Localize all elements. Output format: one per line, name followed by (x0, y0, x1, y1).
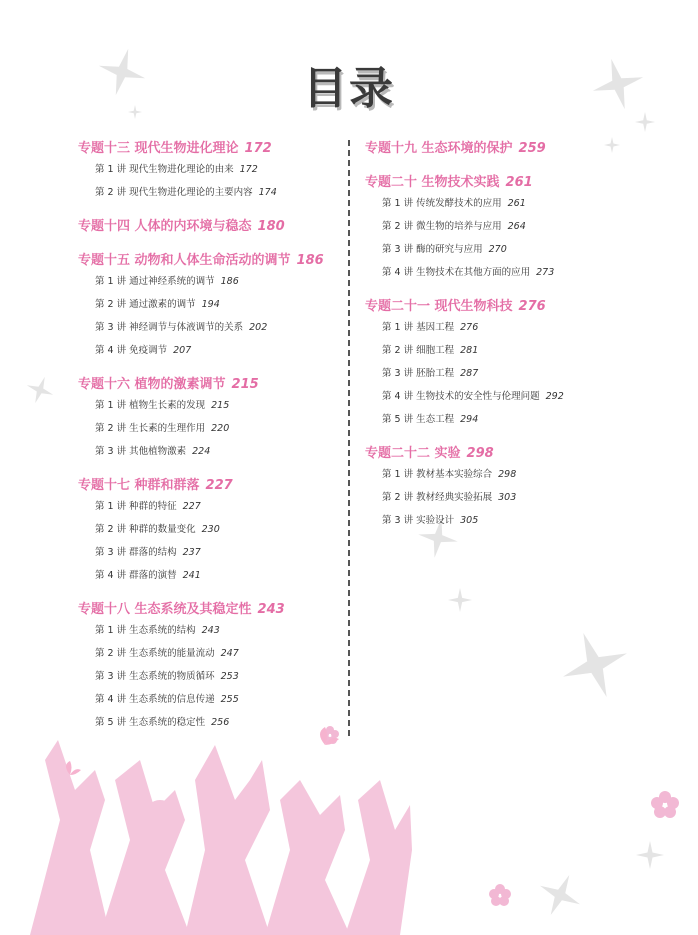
section-title[interactable]: 专题十七 种群和群落 227 (78, 478, 233, 493)
lecture-entry[interactable]: 第 4 讲 生态系统的信息传递 255 (95, 694, 239, 705)
lecture-entry[interactable]: 第 4 讲 群落的演替 241 (95, 570, 201, 581)
lecture-page: 202 (249, 322, 268, 333)
sparkle-icon (22, 372, 58, 408)
section-page: 243 (257, 602, 285, 617)
toc-left-column (78, 140, 348, 734)
lecture-page: 255 (220, 694, 239, 705)
lecture-page: 287 (460, 368, 479, 379)
lecture-page: 294 (460, 414, 479, 425)
lecture-entry[interactable]: 第 2 讲 微生物的培养与应用 264 (382, 221, 526, 232)
section-title[interactable]: 专题十八 生态系统及其稳定性 243 (78, 602, 285, 617)
section-title[interactable]: 专题十九 生态环境的保护 259 (365, 141, 546, 156)
lecture-page: 303 (498, 492, 517, 503)
column-divider (348, 140, 350, 736)
lecture-entry[interactable]: 第 3 讲 胚胎工程 287 (382, 368, 479, 379)
section-title[interactable]: 专题十六 植物的激素调节 215 (78, 377, 259, 392)
lecture-page: 207 (173, 345, 192, 356)
lecture-page: 276 (460, 322, 479, 333)
toc-section (78, 601, 348, 734)
lecture-page: 224 (192, 446, 211, 457)
section-page: 180 (257, 219, 285, 234)
lecture-entry[interactable]: 第 4 讲 生物技术的安全性与伦理问题 292 (382, 391, 564, 402)
section-page: 186 (296, 253, 324, 268)
toc-section (365, 445, 665, 532)
lecture-page: 298 (498, 469, 517, 480)
lecture-page: 227 (182, 501, 201, 512)
lecture-entry[interactable]: 第 2 讲 细胞工程 281 (382, 345, 479, 356)
lecture-page: 237 (182, 547, 201, 558)
lecture-entry[interactable]: 第 1 讲 生态系统的结构 243 (95, 625, 220, 636)
lecture-entry[interactable]: 第 2 讲 生态系统的能量流动 247 (95, 648, 239, 659)
lecture-page: 261 (507, 198, 526, 209)
lecture-page: 281 (460, 345, 479, 356)
lecture-entry[interactable]: 第 1 讲 通过神经系统的调节 186 (95, 276, 239, 287)
toc-section (78, 252, 348, 362)
lecture-page: 247 (220, 648, 239, 659)
lecture-entry[interactable]: 第 3 讲 酶的研究与应用 270 (382, 244, 507, 255)
lecture-entry[interactable]: 第 1 讲 现代生物进化理论的由来 172 (95, 164, 258, 175)
sparkle-icon (448, 588, 472, 612)
lecture-page: 172 (239, 164, 258, 175)
toc-right-column (365, 140, 665, 532)
section-page: 298 (466, 446, 494, 461)
section-title[interactable]: 专题二十二 实验 298 (365, 446, 494, 461)
toc-section (78, 140, 348, 204)
lecture-page: 253 (220, 671, 239, 682)
lecture-entry[interactable]: 第 1 讲 植物生长素的发现 215 (95, 400, 230, 411)
toc-section (365, 174, 665, 284)
lecture-entry[interactable]: 第 2 讲 通过激素的调节 194 (95, 299, 220, 310)
lecture-entry[interactable]: 第 1 讲 种群的特征 227 (95, 501, 201, 512)
section-title[interactable]: 专题十四 人体的内环境与稳态 180 (78, 219, 285, 234)
lecture-entry[interactable]: 第 1 讲 教材基本实验综合 298 (382, 469, 517, 480)
lecture-page: 194 (201, 299, 220, 310)
flower-icon (489, 884, 511, 906)
sparkle-icon (636, 841, 664, 869)
lecture-page: 241 (182, 570, 201, 581)
toc-section (365, 298, 665, 431)
lecture-entry[interactable]: 第 2 讲 教材经典实验拓展 303 (382, 492, 517, 503)
toc-section (78, 477, 348, 587)
section-title[interactable]: 专题十三 现代生物进化理论 172 (78, 141, 272, 156)
section-page: 261 (505, 175, 533, 190)
lecture-entry[interactable]: 第 2 讲 现代生物进化理论的主要内容 174 (95, 187, 277, 198)
section-page: 172 (244, 141, 272, 156)
lecture-entry[interactable]: 第 3 讲 其他植物激素 224 (95, 446, 211, 457)
lecture-page: 292 (545, 391, 564, 402)
page-title: 目录 (303, 63, 395, 114)
lecture-entry[interactable]: 第 2 讲 种群的数量变化 230 (95, 524, 220, 535)
lecture-entry[interactable]: 第 5 讲 生态系统的稳定性 256 (95, 717, 230, 728)
lecture-page: 270 (488, 244, 507, 255)
sparkle-icon (551, 621, 638, 708)
section-title[interactable]: 专题十五 动物和人体生命活动的调节 186 (78, 253, 324, 268)
lecture-page: 220 (211, 423, 230, 434)
toc-section (365, 140, 665, 158)
lecture-entry[interactable]: 第 4 讲 生物技术在其他方面的应用 273 (382, 267, 555, 278)
lecture-page: 243 (201, 625, 220, 636)
toc-section (78, 218, 348, 236)
section-page: 215 (231, 377, 259, 392)
lecture-entry[interactable]: 第 4 讲 免疫调节 207 (95, 345, 192, 356)
lecture-page: 264 (507, 221, 526, 232)
lecture-page: 186 (220, 276, 239, 287)
section-title[interactable]: 专题二十一 现代生物科技 276 (365, 299, 546, 314)
lecture-entry[interactable]: 第 3 讲 神经调节与体液调节的关系 202 (95, 322, 268, 333)
lecture-entry[interactable]: 第 2 讲 生长素的生理作用 220 (95, 423, 230, 434)
sparkle-icon (531, 866, 589, 924)
lecture-page: 215 (211, 400, 230, 411)
section-page: 259 (518, 141, 546, 156)
lecture-page: 174 (258, 187, 277, 198)
flower-icon (651, 791, 679, 818)
lecture-entry[interactable]: 第 1 讲 传统发酵技术的应用 261 (382, 198, 526, 209)
section-title[interactable]: 专题二十 生物技术实践 261 (365, 175, 533, 190)
lecture-entry[interactable]: 第 3 讲 群落的结构 237 (95, 547, 201, 558)
lecture-entry[interactable]: 第 3 讲 生态系统的物质循环 253 (95, 671, 239, 682)
lecture-page: 305 (460, 515, 479, 526)
section-page: 227 (205, 478, 233, 493)
section-page: 276 (518, 299, 546, 314)
lecture-entry[interactable]: 第 1 讲 基因工程 276 (382, 322, 479, 333)
lecture-entry[interactable]: 第 3 讲 实验设计 305 (382, 515, 479, 526)
toc-section (78, 376, 348, 463)
lecture-page: 256 (211, 717, 230, 728)
lecture-entry[interactable]: 第 5 讲 生态工程 294 (382, 414, 479, 425)
lecture-page: 273 (536, 267, 555, 278)
lecture-page: 230 (201, 524, 220, 535)
dancers-silhouette (30, 740, 412, 935)
